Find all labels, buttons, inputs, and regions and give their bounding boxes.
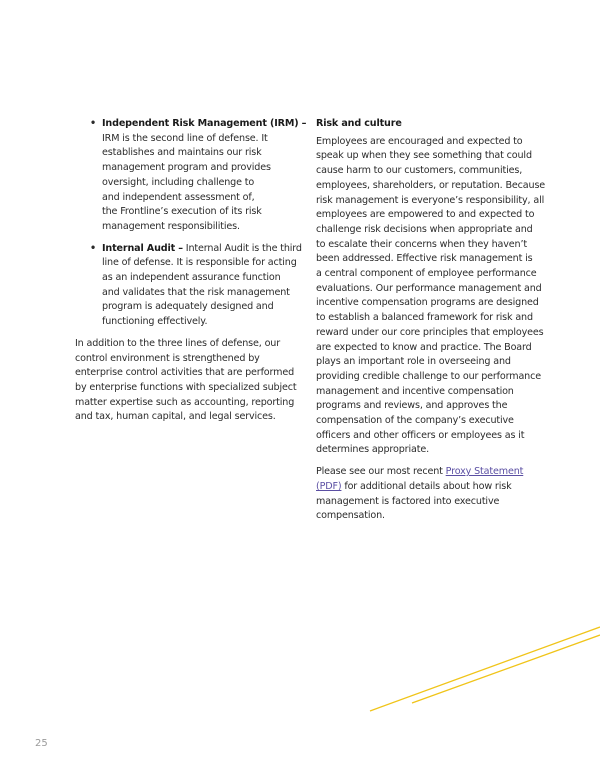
proxy-statement-link[interactable]: Proxy Statement [445, 466, 524, 478]
text-line: IRM is the second line of defense. It [102, 132, 268, 144]
right-column [316, 117, 546, 531]
text-line: speak up when they see something that could [316, 150, 532, 162]
text-line: a central component of employee performance [316, 268, 537, 280]
text-line: evaluations. Our performance management and [316, 282, 542, 294]
text-line: functioning effectively. [102, 316, 208, 328]
text-line: management responsibilities. [102, 220, 240, 232]
text-line: matter expertise such as accounting, reporting [75, 396, 295, 408]
bullet-irm [75, 117, 307, 235]
culture-paragraph [316, 135, 546, 458]
text-line: oversight, including challenge to [102, 176, 255, 188]
proxy-pdf-link[interactable]: (PDF) [316, 480, 342, 492]
text-line: management program and provides [102, 162, 271, 174]
text-line: as an independent assurance function [102, 272, 281, 284]
text-line: the Frontline’s execution of its risk [102, 206, 262, 218]
bullet-text: Internal Audit is the third [182, 242, 302, 254]
text-line: and tax, human capital, and legal services. [75, 411, 276, 423]
text-line: challenge risk decisions when appropriate and [316, 223, 533, 235]
text-line: determines appropriate. [316, 444, 429, 456]
bullet-lead: Independent Risk Management (IRM) – [102, 118, 307, 129]
text-line: to establish a balanced framework for risk and [316, 312, 533, 324]
text-line: providing credible challenge to our performance [316, 370, 541, 382]
text-line: employees are empowered to and expected to [316, 209, 535, 221]
text-line: officers and other officers or employees as it [316, 429, 525, 441]
text-line: program is adequately designed and [102, 301, 274, 313]
text-line: management is factored into executive [316, 495, 500, 507]
bullet-dot: • [90, 242, 96, 254]
text-line: employees, shareholders, or reputation. Because [316, 179, 546, 191]
text-line: by enterprise functions with specialized subject [75, 381, 297, 393]
text-line: risk management is everyone’s responsibility, all [316, 194, 545, 206]
section-heading: Risk and culture [316, 118, 402, 129]
proxy-text: for additional details about how risk [341, 480, 512, 492]
proxy-paragraph [316, 465, 541, 524]
bullet-internal-audit [75, 242, 300, 330]
text-line: line of defense. It is responsible for acting [102, 257, 297, 269]
text-line: compensation of the company’s executive [316, 415, 514, 427]
text-line: control environment is strengthened by [75, 352, 260, 364]
proxy-prefix: Please see our most recent [316, 466, 446, 478]
defense-paragraph [75, 337, 300, 425]
accent-line-1 [370, 627, 600, 711]
text-line: are expected to know and practice. The Board [316, 341, 532, 353]
text-line: management and incentive compensation [316, 385, 514, 397]
text-line: and validates that the risk management [102, 286, 290, 298]
page-number: 25 [35, 738, 48, 749]
text-line: been addressed. Effective risk management is [316, 253, 533, 265]
text-line: to escalate their concerns when they haven’t [316, 238, 527, 250]
text-line: cause harm to our customers, communities, [316, 165, 523, 177]
text-line: establishes and maintains our risk [102, 147, 262, 159]
bullet-dot: • [90, 118, 96, 129]
accent-line-2 [412, 635, 600, 703]
text-line: Employees are encouraged and expected to [316, 135, 523, 147]
text-line: In addition to the three lines of defense, our [75, 337, 281, 349]
text-line: reward under our core principles that employees [316, 326, 544, 338]
text-line: plays an important role in overseeing and [316, 356, 511, 368]
text-line: incentive compensation programs are designed [316, 297, 539, 309]
left-column [75, 117, 307, 432]
text-line: and independent assessment of, [102, 191, 255, 203]
text-line: programs and reviews, and approves the [316, 400, 508, 412]
text-line: compensation. [316, 510, 385, 522]
text-line: enterprise control activities that are performed [75, 367, 295, 379]
bullet-lead: Internal Audit – [102, 242, 183, 254]
